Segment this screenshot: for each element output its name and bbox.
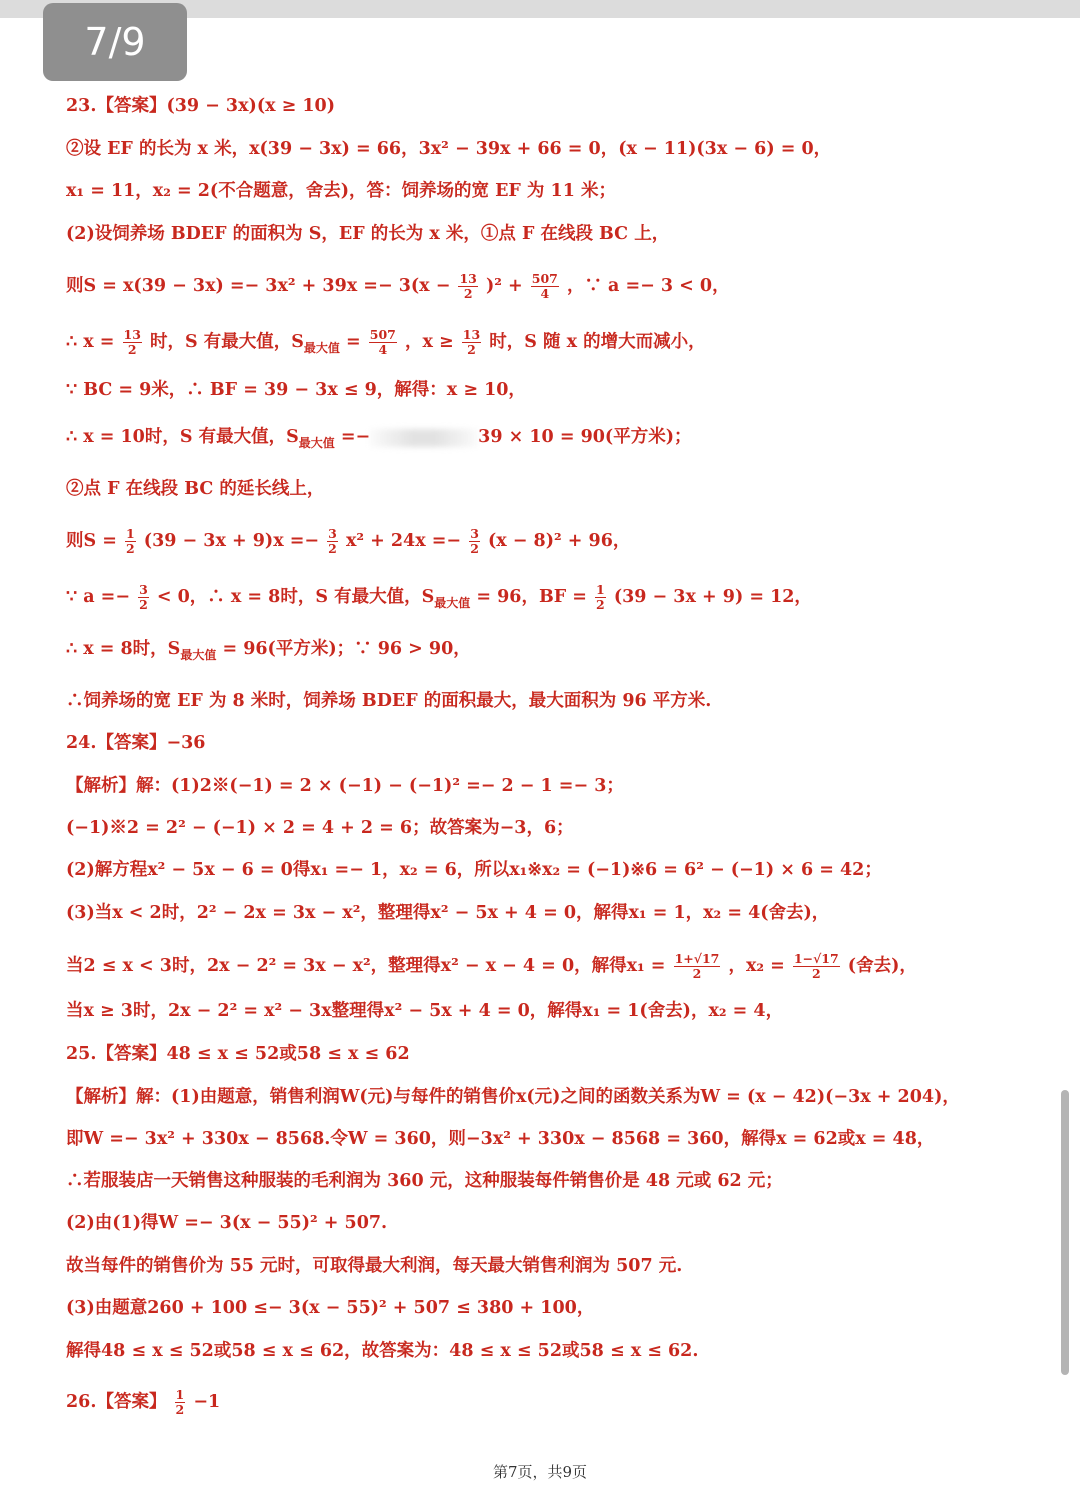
denominator: 2 <box>467 342 476 357</box>
line-q23-vertex <box>66 328 706 360</box>
page-footer: 第7页，共9页 <box>492 1463 588 1481</box>
text: 则S = x(39 − 3x) =− 3x² + 39x =− 3(x − <box>66 276 451 296</box>
text: (舍去)， <box>847 956 917 976</box>
text: ∴ x = 8时，S <box>66 639 181 659</box>
text: = 96(平方米)；∵ 96 > 90， <box>222 639 471 659</box>
line-q23-roots: x₁ = 11，x₂ = 2(不合题意，舍去)，答：饲养场的宽 EF 为 11 米； <box>66 181 616 201</box>
text: ，∵ a =− 3 < 0， <box>566 276 730 296</box>
fraction-1-2 <box>175 1388 186 1417</box>
line-q23-max-at-8 <box>66 583 812 615</box>
denominator: 2 <box>127 342 137 357</box>
text: (39 − 3x + 9) = 12， <box>613 587 812 607</box>
denominator: 2 <box>470 541 479 556</box>
text: ∴ x = <box>66 332 115 352</box>
line-q23-compare <box>66 637 471 667</box>
line-q23-answer: 23.【答案】(39 − 3x)(x ≥ 10) <box>66 96 336 116</box>
line-q23-max-at-10 <box>66 425 692 455</box>
denominator: 2 <box>175 1402 185 1417</box>
fraction-507-4 <box>369 328 397 357</box>
text: ∵ a =− <box>66 587 130 607</box>
denominator: 2 <box>463 286 473 301</box>
denominator: 2 <box>139 597 148 612</box>
numerator: 1 <box>175 1387 185 1402</box>
line-q24-part2: (2)解方程x² − 5x − 6 = 0得x₁ =− 1，x₂ = 6，所以x₁※x₂ = (−1)※6 = 6² − (−1) × 6 = 42； <box>66 860 882 880</box>
text: < 0，∴ x = 8时，S 有最大值，S <box>156 587 435 607</box>
denominator: 2 <box>692 966 702 981</box>
fraction-13-2 <box>462 328 481 357</box>
text: ，x₂ = <box>728 956 785 976</box>
line-q25-part1c: ∴若服装店一天销售这种服装的毛利润为 360 元，这种服装每件销售价是 48 元或 62 元； <box>66 1171 783 1191</box>
vertical-scrollbar[interactable] <box>1061 1090 1069 1375</box>
denominator: 2 <box>126 541 135 556</box>
text: 26.【答案】 <box>66 1392 167 1412</box>
numerator: 13 <box>123 327 141 342</box>
line-q25-part1b: 即W =− 3x² + 330x − 8568.令W = 360，则−3x² + 330x − 8568 = 360，解得x = 62或x = 48， <box>66 1129 935 1149</box>
line-q25-part1: 【解析】解：(1)由题意，销售利润W(元)与每件的销售价x(元)之间的函数关系为W = (x − 42)(−3x + 204)， <box>66 1087 960 1107</box>
fraction-1-2 <box>125 527 136 556</box>
line-q23-part2: (2)设饲养场 BDEF 的面积为 S，EF 的长为 x 米，①点 F 在线段 BC 上， <box>66 224 670 244</box>
line-q25-part2: (2)由(1)得W =− 3(x − 55)² + 507. <box>66 1213 388 1233</box>
numerator: 13 <box>459 271 477 286</box>
fraction-3-2 <box>327 527 338 556</box>
line-q24-part3a: (3)当x < 2时，2² − 2x = 3x − x²，整理得x² − 5x + 4 = 0，解得x₁ = 1，x₂ = 4(舍去)， <box>66 903 830 923</box>
numerator: 1 <box>596 582 605 597</box>
line-q25-part3: (3)由题意260 + 100 ≤− 3(x − 55)² + 507 ≤ 380 + 100， <box>66 1298 595 1318</box>
numerator: 13 <box>462 327 481 342</box>
text: (x − 8)² + 96， <box>487 531 631 551</box>
fraction-507-4 <box>531 272 559 301</box>
text: x² + 24x =− <box>345 531 462 551</box>
numerator: 1+√17 <box>674 951 720 966</box>
line-q23-extension: ②点 F 在线段 BC 的延长线上， <box>66 479 325 499</box>
denominator: 4 <box>540 286 550 301</box>
page-indicator-badge: 7/9 <box>43 3 187 81</box>
text: 当2 ≤ x < 3时，2x − 2² = 3x − x²，整理得x² − x − 4 = 0，解得x₁ = <box>66 956 666 976</box>
text: = <box>346 332 361 352</box>
line-q23-conclusion: ∴饲养场的宽 EF 为 8 米时，饲养场 BDEF 的面积最大，最大面积为 96 平方米. <box>66 691 712 711</box>
line-q25-part3b: 解得48 ≤ x ≤ 52或58 ≤ x ≤ 62，故答案为：48 ≤ x ≤ 52或58 ≤ x ≤ 62. <box>66 1341 699 1361</box>
text: =− <box>340 427 371 447</box>
text: −1 <box>193 1392 221 1412</box>
line-q24-part3c: 当x ≥ 3时，2x − 2² = x² − 3x整理得x² − 5x + 4 = 0，解得x₁ = 1(舍去)，x₂ = 4， <box>66 1001 784 1021</box>
fraction-13-2 <box>458 272 477 301</box>
line-q24-part3b <box>66 952 917 981</box>
numerator: 3 <box>470 526 479 541</box>
text: 则S = <box>66 531 117 551</box>
fraction-3-2 <box>138 583 149 612</box>
line-q25-answer: 25.【答案】48 ≤ x ≤ 52或58 ≤ x ≤ 62 <box>66 1044 410 1064</box>
text: = 96，BF = <box>476 587 587 607</box>
fraction-1-2 <box>595 583 606 612</box>
numerator: 507 <box>531 271 558 286</box>
subscript-max: 最大值 <box>434 596 471 610</box>
denominator: 4 <box>378 342 388 357</box>
fraction-13-2 <box>123 328 142 357</box>
line-q24-part1: 【解析】解：(1)2※(−1) = 2 × (−1) − (−1)² =− 2 − 1 =− 3； <box>66 776 624 796</box>
numerator: 1 <box>126 526 135 541</box>
subscript-max: 最大值 <box>298 436 335 450</box>
line-q23-ef-equation: ②设 EF 的长为 x 米，x(39 − 3x) = 66，3x² − 39x + 66 = 0，(x − 11)(3x − 6) = 0， <box>66 139 832 159</box>
denominator: 2 <box>811 966 821 981</box>
denominator: 2 <box>596 597 605 612</box>
text: 时，S 随 x 的增大而减小， <box>489 332 706 352</box>
text: 39 × 10 = 90(平方米)； <box>478 427 692 447</box>
line-q25-part2b: 故当每件的销售价为 55 元时，可取得最大利润，每天最大销售利润为 507 元. <box>66 1256 683 1276</box>
numerator: 1−√17 <box>793 951 839 966</box>
blurred-region <box>370 429 478 447</box>
text: )² + <box>485 276 523 296</box>
line-q24-part1b: (−1)※2 = 2² − (−1) × 2 = 4 + 2 = 6；故答案为−3，6； <box>66 818 574 838</box>
text: 时，S 有最大值，S <box>150 332 304 352</box>
fraction-1-minus-sqrt17-over-2 <box>793 952 840 981</box>
numerator: 3 <box>139 582 148 597</box>
numerator: 3 <box>328 526 337 541</box>
line-q23-area-formula-2 <box>66 527 630 556</box>
subscript-max: 最大值 <box>303 341 340 355</box>
fraction-3-2 <box>469 527 480 556</box>
text: ∴ x = 10时，S 有最大值，S <box>66 427 299 447</box>
denominator: 2 <box>328 541 337 556</box>
line-q24-answer: 24.【答案】−36 <box>66 733 206 753</box>
numerator: 507 <box>369 327 396 342</box>
text: ，x ≥ <box>404 332 454 352</box>
line-q26-answer <box>66 1388 220 1417</box>
subscript-max: 最大值 <box>180 648 217 662</box>
text: (39 − 3x + 9)x =− <box>143 531 320 551</box>
fraction-1-plus-sqrt17-over-2 <box>674 952 721 981</box>
line-q23-area-formula <box>66 272 730 301</box>
line-q23-bc-condition: ∵ BC = 9米，∴ BF = 39 − 3x ≤ 9，解得：x ≥ 10， <box>66 380 526 400</box>
